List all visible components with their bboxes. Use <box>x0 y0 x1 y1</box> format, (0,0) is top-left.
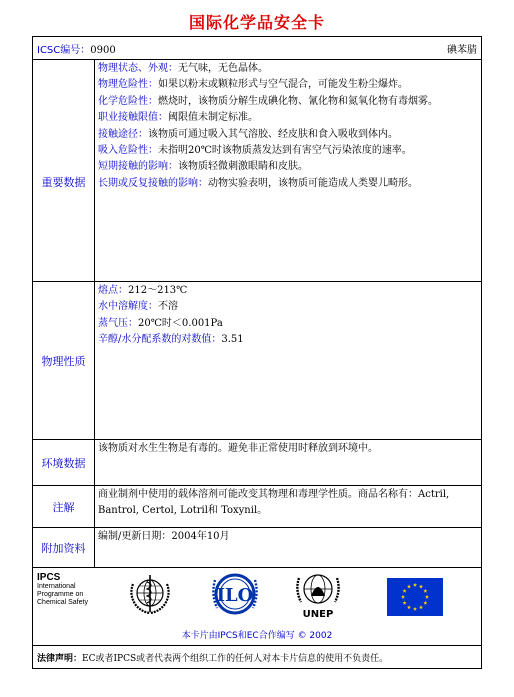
important-item: 接触途径：该物质可通过吸入其气溶胶、经皮肤和食入吸收到体内。 <box>98 128 398 140</box>
credit-line: 本卡片由IPCS和EC合作编写 © 2002 <box>181 631 333 641</box>
legal-key: 法律声明： <box>37 654 83 664</box>
chemical-name: 碘苯腈 <box>447 44 477 56</box>
safety-card <box>32 36 482 669</box>
physical-item: 熔点：212～213℃ <box>98 285 188 296</box>
section-additional <box>33 527 481 567</box>
physical-item: 蒸气压：20℃时＜0.001Pa <box>98 317 223 329</box>
important-item: 长期或反复接触的影响：动物实验表明，该物质可能造成人类婴儿畸形。 <box>98 177 418 189</box>
important-item: 化学危险性：燃烧时，该物质分解生成碘化物、氰化物和氮氧化物有毒烟雾。 <box>98 95 438 107</box>
card-header-row <box>33 37 481 59</box>
section-environment <box>33 439 481 485</box>
icsc-number-field <box>37 41 116 56</box>
section-label-notes: 注解 <box>33 486 95 527</box>
legal-row <box>33 645 481 669</box>
additional-content: 编制/更新日期：2004年10月 <box>98 531 230 542</box>
physical-item: 辛醇/水分配系数的对数值：3.51 <box>98 334 244 346</box>
ipcs-logo: IPCS International Programme on Chemical Safety <box>37 572 88 606</box>
ilo-emblem-icon <box>209 570 261 618</box>
legal-text: EC或者IPCS或者代表两个组织工作的任何人对本卡片信息的使用不负责任。 <box>82 654 389 664</box>
icsc-label: ICSC编号： <box>37 44 91 56</box>
section-label-physical: 物理性质 <box>33 282 95 439</box>
section-label-additional: 附加资料 <box>33 528 95 567</box>
important-item: 职业接触限值：阈限值未制定标准。 <box>98 112 258 124</box>
card-title: 国际化学品安全卡 <box>188 13 325 32</box>
eu-flag-icon <box>387 578 443 616</box>
legal-notice <box>37 651 388 664</box>
unep-emblem-icon <box>295 570 341 610</box>
important-item: 短期接触的影响：该物质轻微刺激眼睛和皮肤。 <box>98 161 308 173</box>
important-item: 物理危险性：如果以粉末或颗粒形式与空气混合，可能发生粉尘爆炸。 <box>98 79 408 91</box>
unep-label: UNEP <box>302 609 334 620</box>
svg-text:ILO: ILO <box>216 585 254 606</box>
icsc-number: 0900 <box>90 44 116 56</box>
section-label-environment: 环境数据 <box>33 440 95 485</box>
section-label-important: 重要数据 <box>33 60 95 304</box>
important-data-content <box>96 60 481 304</box>
environment-content: 该物质对水生生物是有毒的。避免非正常使用时释放到环境中。 <box>98 443 378 454</box>
notes-content: 商业制剂中使用的载体溶剂可能改变其物理和毒理学性质。商品名称有：Actril, Bantrol, Certol, Lotril和 Toxynil。 <box>98 489 450 517</box>
who-emblem-icon <box>127 572 173 616</box>
section-physical-properties <box>33 281 481 439</box>
important-item: 物理状态、外观：无气味，无色晶体。 <box>98 63 268 74</box>
important-item: 吸入危险性：未指明20℃时该物质蒸发达到有害空气污染浓度的速率。 <box>98 145 412 157</box>
logos-row <box>33 567 481 645</box>
section-important-data <box>33 59 481 304</box>
section-notes <box>33 485 481 527</box>
physical-properties-content <box>96 282 481 439</box>
physical-item: 水中溶解度：不溶 <box>98 301 178 313</box>
